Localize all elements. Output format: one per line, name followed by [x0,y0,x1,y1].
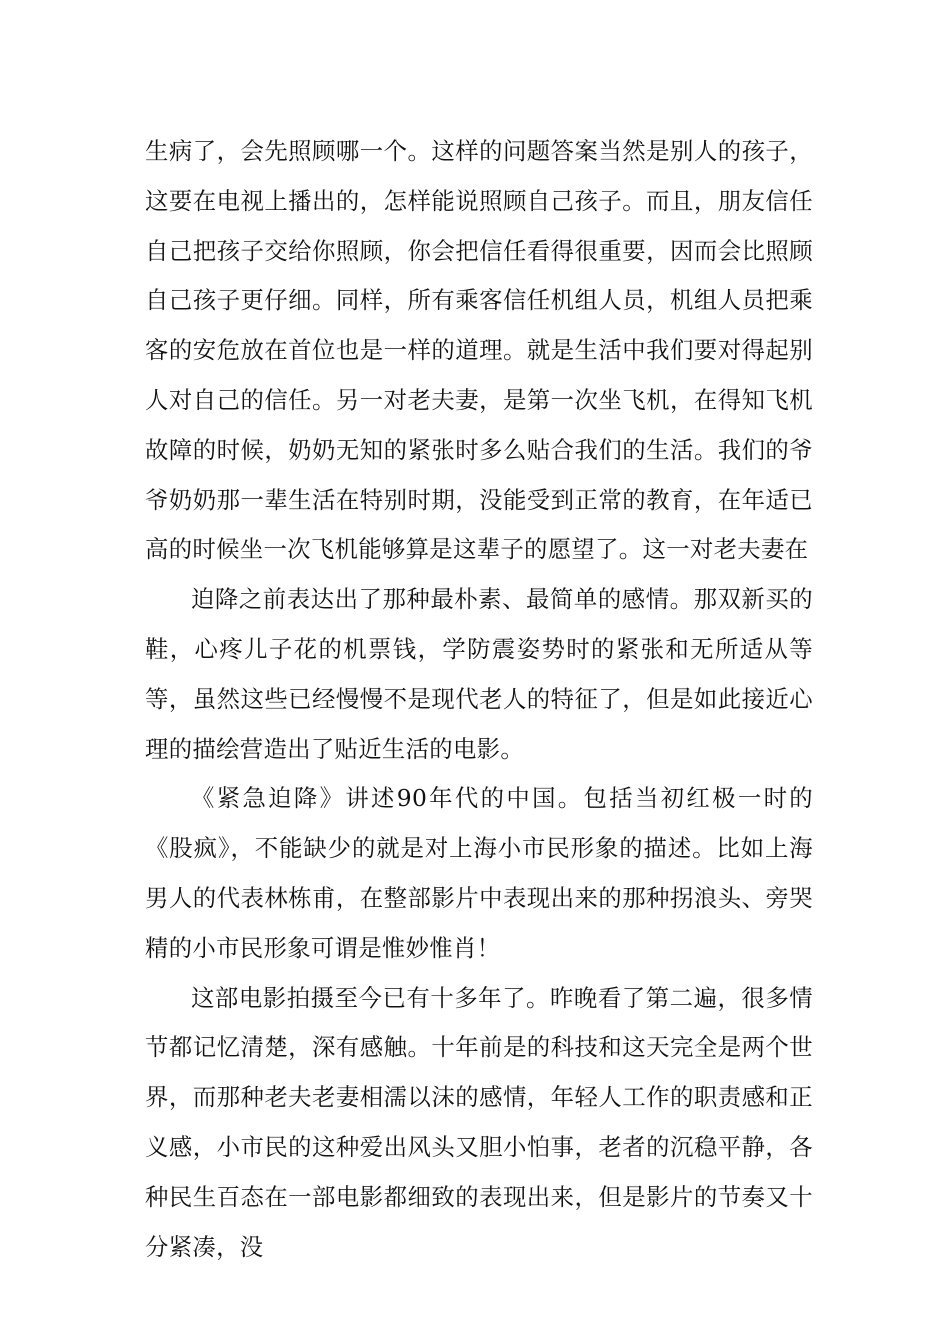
paragraph-4: 这部电影拍摄至今已有十多年了。昨晚看了第二遍，很多情节都记忆清楚，深有感触。十年前是的科技和这天完全是两个世界，而那种老夫老妻相濡以沫的感情，年轻人工作的职责感和正义感，小市民的这种爱出风头又胆小怕事，老者的沉稳平静，各种民生百态在一部电影都细致的表现出来，但是影片的节奏又十分紧凑，没 [145,983,813,1261]
paragraph-1: 生病了，会先照顾哪一个。这样的问题答案当然是别人的孩子，这要在电视上播出的，怎样能说照顾自己孩子。而且，朋友信任自己把孩子交给你照顾，你会把信任看得很重要，因而会比照顾自己孩子更仔细。同样，所有乘客信任机组人员，机组人员把乘客的安危放在首位也是一样的道理。就是生活中我们要对得起别人对自己的信任。另一对老夫妻，是第一次坐飞机，在得知飞机故障的时候，奶奶无知的紧张时多么贴合我们的生活。我们的爷爷奶奶那一辈生活在特别时期，没能受到正常的教育，在年适已高的时候坐一次飞机能够算是这辈子的愿望了。这一对老夫妻在 [145,137,813,564]
paragraph-3: 《紧急迫降》讲述90年代的中国。包括当初红极一时的《股疯》，不能缺少的就是对上海小市民形象的描述。比如上海男人的代表林栋甫，在整部影片中表现出来的那种拐浪头、旁哭精的小市民形象可谓是惟妙惟肖！ [145,784,813,962]
paragraph-2: 迫降之前表达出了那种最朴素、最简单的感情。那双新买的鞋，心疼儿子花的机票钱，学防震姿势时的紧张和无所适从等等，虽然这些已经慢慢不是现代老人的特征了，但是如此接近心理的描绘营造出了贴近生活的电影。 [145,585,813,763]
document-page [145,127,813,1272]
